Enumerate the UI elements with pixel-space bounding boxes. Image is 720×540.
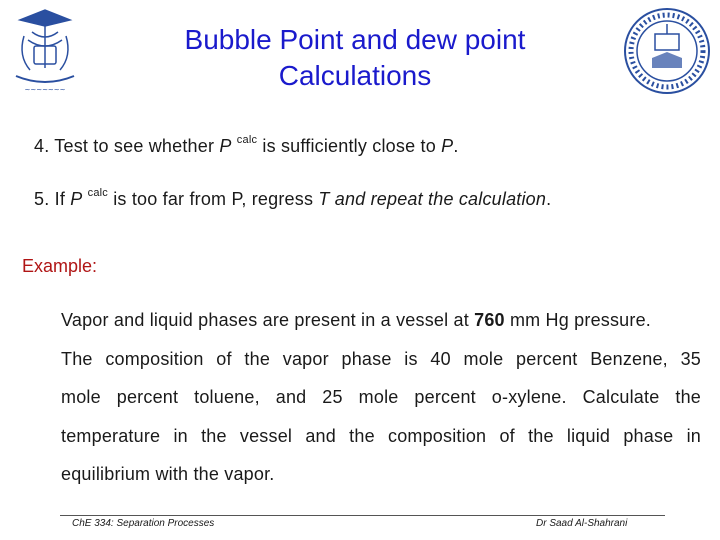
step-5-italic: T and repeat the calculation	[318, 189, 547, 209]
step-4-middle: is sufficiently close to	[257, 136, 442, 156]
paragraph-line-3: mole percent toluene, and 25 mole percent o-xylene. Calculate the	[61, 387, 701, 407]
footer-divider	[60, 515, 665, 516]
step-4-text	[34, 134, 459, 157]
footer-author: Dr Saad Al-Shahrani	[536, 518, 628, 529]
paragraph-line-1-a: Vapor and liquid phases are present in a vessel at	[61, 310, 475, 330]
pressure-value: 760	[474, 310, 505, 330]
step-5-middle: is too far from P, regress	[108, 189, 319, 209]
example-label: Example:	[22, 256, 98, 276]
example-paragraph	[61, 301, 701, 494]
footer-course: ChE 334: Separation Processes	[72, 518, 215, 529]
university-logo	[10, 6, 80, 94]
step-4-prefix: 4. Test to see whether	[34, 136, 220, 156]
step-5-prefix: 5. If	[34, 189, 71, 209]
step-4-end: .	[453, 136, 459, 156]
step-5-text	[34, 187, 551, 210]
paragraph-line-1-b: mm Hg pressure.	[504, 310, 651, 330]
paragraph-line-4: temperature in the vessel and the composition of the liquid phase in	[61, 425, 701, 446]
slide-title-line1: Bubble Point and dew point	[184, 24, 526, 55]
paragraph-line-2: The composition of the vapor phase is 40 mole percent Benzene, 35	[61, 348, 701, 369]
department-seal-logo	[622, 6, 712, 96]
step-5-sup: calc	[87, 187, 109, 199]
slide-title	[120, 22, 590, 94]
paragraph-line-1	[61, 301, 701, 340]
step-4-sup: calc	[236, 134, 258, 146]
step-5-end: .	[546, 189, 552, 209]
paragraph-line-5: equilibrium with the vapor.	[61, 464, 275, 484]
svg-text:~~~~~~~: ~~~~~~~	[24, 86, 66, 94]
step-5-p: P	[70, 189, 83, 209]
slide-title-line2: Calculations	[278, 60, 432, 91]
step-4-p2: P	[441, 136, 454, 156]
step-4-p: P	[219, 136, 232, 156]
